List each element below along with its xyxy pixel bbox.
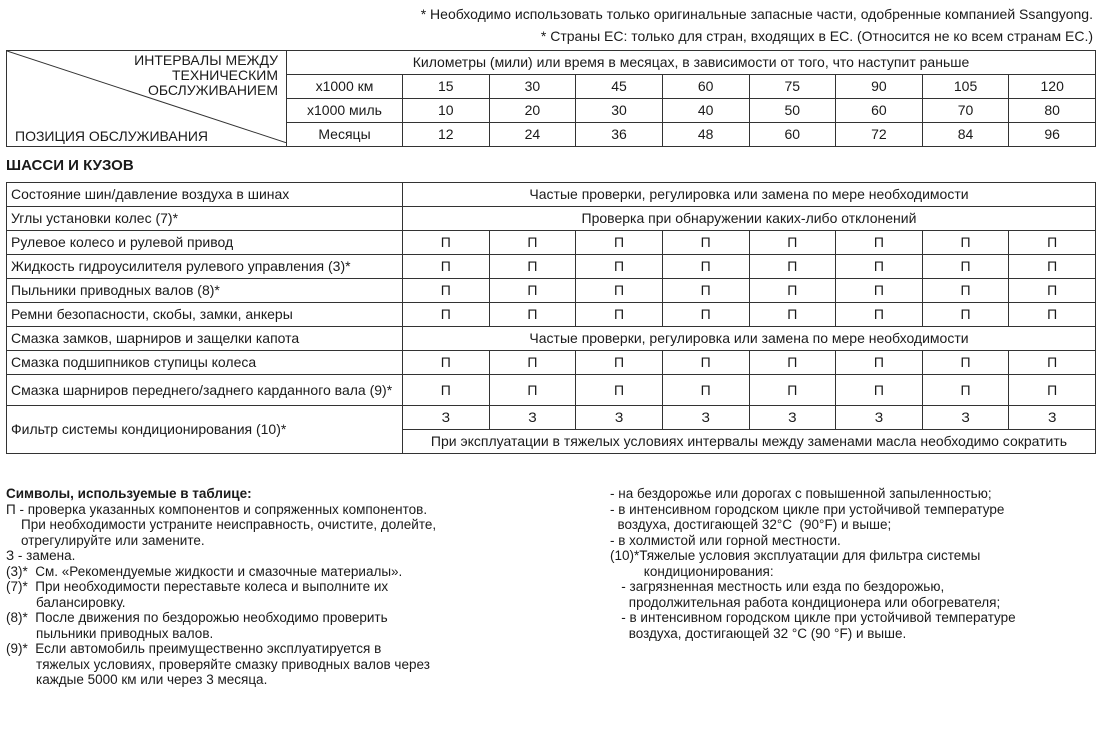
legend-line: воздуха, достигающей 32 °C (90 °F) и выше. xyxy=(610,625,907,641)
legend-line: (9)* Если автомобиль преимущественно эксплуатируется в xyxy=(6,641,382,656)
legend-line: (8)* После движения по бездорожью необходимо проверить xyxy=(6,610,388,625)
check-mark: П xyxy=(489,351,576,375)
check-mark: П xyxy=(489,279,576,303)
legend-line: балансировку. xyxy=(6,594,126,610)
check-mark: П xyxy=(403,351,490,375)
interval-header-table xyxy=(6,50,1096,147)
check-mark: П xyxy=(662,279,749,303)
check-mark: П xyxy=(1009,303,1096,327)
legend-line: (10)*Тяжелые условия эксплуатации для фильтра системы xyxy=(610,548,981,563)
check-mark: П xyxy=(922,375,1009,406)
row-label: Смазка шарниров переднего/заднего карданного вала (9)* xyxy=(7,375,403,406)
check-mark: П xyxy=(662,255,749,279)
row-span-text: Частые проверки, регулировка или замена по мере необходимости xyxy=(403,327,1096,351)
table-row xyxy=(7,207,1096,231)
row-span-text: Проверка при обнаружении каких-либо отклонений xyxy=(403,207,1096,231)
check-mark: П xyxy=(922,351,1009,375)
header-row-km: х1000 км 15 30 45 60 75 90 105 120 xyxy=(7,75,1096,99)
legend-line: кондиционирования: xyxy=(610,563,774,579)
table-row xyxy=(7,279,1096,303)
check-mark: П xyxy=(1009,231,1096,255)
check-mark: П xyxy=(836,231,923,255)
header-row-months: Месяцы 12 24 36 48 60 72 84 96 xyxy=(7,123,1096,147)
check-mark: П xyxy=(749,303,836,327)
legend-left xyxy=(6,486,436,688)
check-mark: П xyxy=(662,303,749,327)
check-mark: П xyxy=(836,279,923,303)
check-mark: П xyxy=(1009,351,1096,375)
check-mark: П xyxy=(836,375,923,406)
legend-line: пыльники приводных валов. xyxy=(6,625,214,641)
row-label: Состояние шин/давление воздуха в шинах xyxy=(7,183,403,207)
legend-line: - в холмистой или горной местности. xyxy=(610,532,841,548)
check-mark: П xyxy=(836,255,923,279)
table-row xyxy=(7,183,1096,207)
check-mark: П xyxy=(576,231,663,255)
table-row: Фильтр системы кондиционирования (10)* З З З З З З З З xyxy=(7,406,1096,430)
check-mark: П xyxy=(489,255,576,279)
check-mark: П xyxy=(662,375,749,406)
chassis-body-table xyxy=(6,182,1096,454)
check-mark: П xyxy=(489,231,576,255)
legend-title: Символы, используемые в таблице: xyxy=(6,486,252,501)
table-row xyxy=(7,231,1096,255)
legend-line: - загрязненная местность или езда по бездорожью, xyxy=(610,579,945,594)
row-label: Смазка замков, шарниров и защелки капота xyxy=(7,327,403,351)
table-row xyxy=(7,351,1096,375)
check-mark: П xyxy=(489,375,576,406)
legend-right xyxy=(610,486,1016,641)
legend-line: При необходимости устраните неисправность, очистите, долейте, xyxy=(6,517,437,532)
row-label: Углы установки колес (7)* xyxy=(7,207,403,231)
check-mark: П xyxy=(836,351,923,375)
corner-top-text: ИНТЕРВАЛЫ МЕЖДУ ТЕХНИЧЕСКИМ ОБСЛУЖИВАНИЕМ xyxy=(134,52,278,98)
row-label: Жидкость гидроусилителя рулевого управления (3)* xyxy=(7,255,403,279)
row-label: Фильтр системы кондиционирования (10)* xyxy=(7,406,403,454)
interval-span-title: Километры (мили) или время в месяцах, в зависимости от того, что наступит раньше xyxy=(287,51,1096,75)
legend-line: отрегулируйте или замените. xyxy=(6,532,205,548)
legend-line: - в интенсивном городском цикле при устойчивой температуре xyxy=(610,501,1005,517)
check-mark: П xyxy=(403,279,490,303)
row-label: Смазка подшипников ступицы колеса xyxy=(7,351,403,375)
check-mark: П xyxy=(749,375,836,406)
row-span-text: Частые проверки, регулировка или замена по мере необходимости xyxy=(403,183,1096,207)
check-mark: П xyxy=(922,303,1009,327)
check-mark: П xyxy=(662,231,749,255)
legend-line: тяжелых условиях, проверяйте смазку приводных валов через xyxy=(6,656,430,672)
check-mark: П xyxy=(749,279,836,303)
check-mark: П xyxy=(922,231,1009,255)
check-mark: П xyxy=(403,231,490,255)
check-mark: П xyxy=(749,351,836,375)
legend-line: П - проверка указанных компонентов и сопряженных компонентов. xyxy=(6,501,428,517)
table-row xyxy=(7,375,1096,406)
row-label: Пыльники приводных валов (8)* xyxy=(7,279,403,303)
table-row xyxy=(7,303,1096,327)
note-eu-countries: * Страны ЕС: только для стран, входящих в ЕС. (Относится не ко всем странам ЕС.) xyxy=(540,28,1093,44)
section-title: ШАССИ И КУЗОВ xyxy=(6,157,134,174)
legend-line: воздуха, достигающей 32°C (90°F) и выше; xyxy=(610,517,892,532)
table-row xyxy=(7,255,1096,279)
check-mark: П xyxy=(1009,279,1096,303)
legend-line: З - замена. xyxy=(6,548,76,563)
check-mark: П xyxy=(749,231,836,255)
corner-bottom-text: ПОЗИЦИЯ ОБСЛУЖИВАНИЯ xyxy=(15,128,209,144)
check-mark: П xyxy=(489,303,576,327)
check-mark: П xyxy=(922,255,1009,279)
row-label: Ремни безопасности, скобы, замки, анкеры xyxy=(7,303,403,327)
check-mark: П xyxy=(1009,375,1096,406)
legend-line: - на бездорожье или дорогах с повышенной запыленностью; xyxy=(610,486,992,501)
check-mark: П xyxy=(1009,255,1096,279)
legend-line: (3)* См. «Рекомендуемые жидкости и смазочные материалы». xyxy=(6,563,403,579)
check-mark: П xyxy=(576,375,663,406)
check-mark: П xyxy=(922,279,1009,303)
row-label: Рулевое колесо и рулевой привод xyxy=(7,231,403,255)
check-mark: П xyxy=(576,255,663,279)
legend-line: - в интенсивном городском цикле при устойчивой температуре xyxy=(610,610,1016,625)
check-mark: П xyxy=(749,255,836,279)
check-mark: П xyxy=(576,351,663,375)
note-original-parts: * Необходимо использовать только оригинальные запасные части, одобренные компанией Ssangyong. xyxy=(420,6,1093,22)
row-span-text: При эксплуатации в тяжелых условиях интервалы между заменами масла необходимо сократить xyxy=(403,430,1096,454)
check-mark: П xyxy=(403,375,490,406)
legend-line: каждые 5000 км или через 3 месяца. xyxy=(6,672,268,687)
check-mark: П xyxy=(403,303,490,327)
check-mark: П xyxy=(836,303,923,327)
header-row-miles: х1000 миль 10 20 30 40 50 60 70 80 xyxy=(7,99,1096,123)
check-mark: П xyxy=(576,279,663,303)
table-row xyxy=(7,327,1096,351)
legend-line: продолжительная работа кондиционера или обогревателя; xyxy=(610,594,1001,610)
legend-line: (7)* При необходимости переставьте колеса и выполните их xyxy=(6,579,389,594)
header-corner-cell xyxy=(7,51,287,147)
check-mark: П xyxy=(403,255,490,279)
check-mark: П xyxy=(576,303,663,327)
check-mark: П xyxy=(662,351,749,375)
